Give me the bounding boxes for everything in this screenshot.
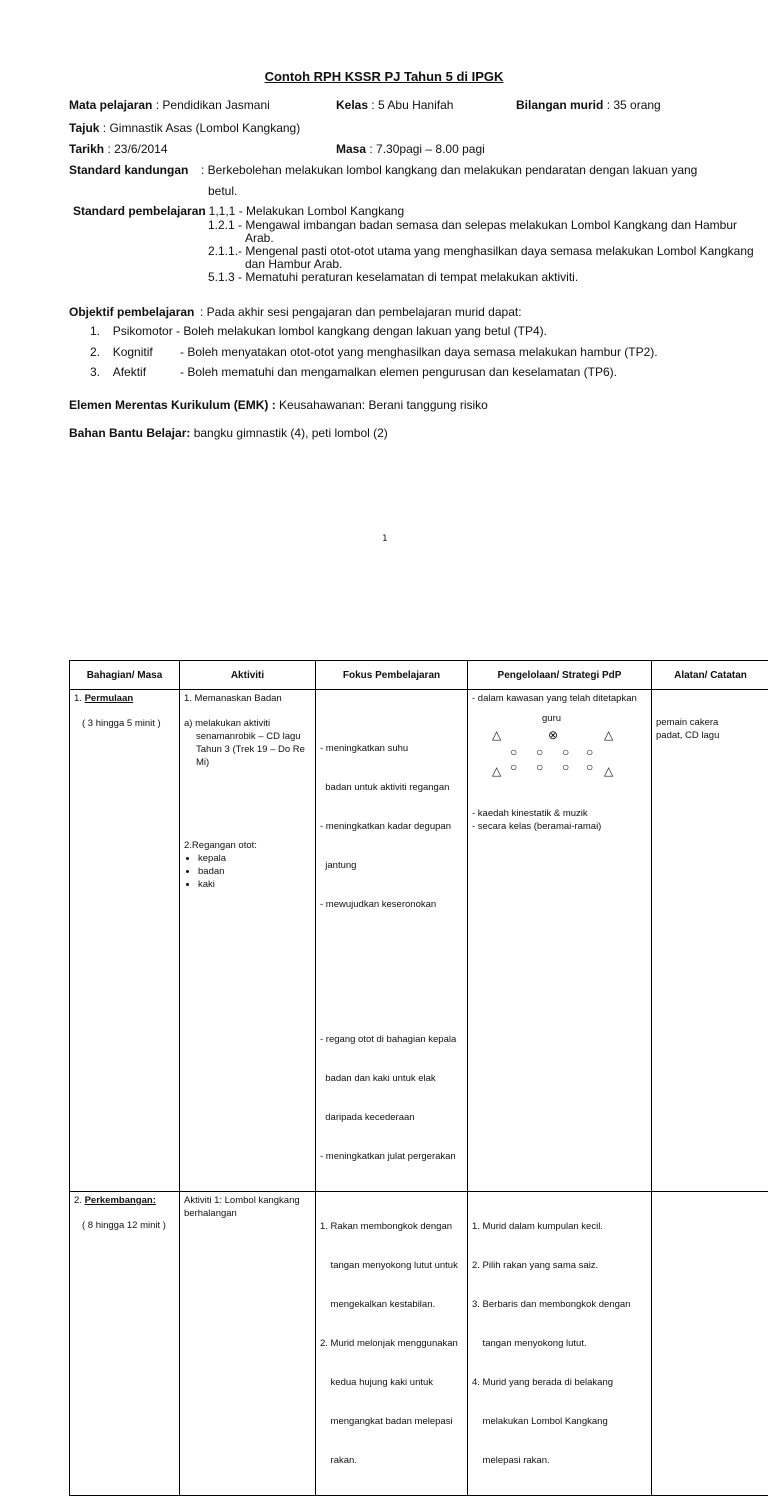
- fokus-line: badan dan kaki untuk elak: [320, 1072, 463, 1085]
- cell-pengelolaan: [468, 690, 652, 1192]
- table-header-row: [70, 661, 768, 690]
- standard-pembelajaran-label: Standard pembelajaran: [73, 204, 206, 218]
- fokus-line: mengangkat badan melepasi: [320, 1415, 463, 1428]
- header-bahagian: Bahagian/ Masa: [70, 661, 180, 690]
- aktiviti-title: 1. Memanaskan Badan: [184, 692, 311, 705]
- guru-label: guru: [542, 713, 561, 725]
- fokus-line: mengekalkan kestabilan.: [320, 1298, 463, 1311]
- objektif-item: [90, 345, 658, 359]
- objektif-text: Boleh melakukan lombol kangkang dengan lakuan yang betul (TP4).: [183, 324, 547, 338]
- bahagian-time: ( 8 hingga 12 minit ): [74, 1219, 175, 1232]
- fokus-line: rakan.: [320, 1454, 463, 1467]
- bahagian-time: ( 3 hingga 5 minit ): [74, 717, 175, 730]
- pengelolaan-line: 4. Murid yang berada di belakang: [472, 1376, 647, 1389]
- masa-label: Masa: [336, 142, 366, 156]
- pengelolaan-line: 3. Berbaris dan membongkok dengan: [472, 1298, 647, 1311]
- aktiviti-line: Mi): [184, 756, 311, 769]
- kelas-value: : 5 Abu Hanifah: [371, 98, 453, 112]
- student-circle-icon: ○: [562, 746, 569, 758]
- bilangan-murid-value: : 35 orang: [607, 98, 661, 112]
- header-alatan: Alatan/ Catatan: [652, 661, 768, 690]
- aktiviti-line: a) melakukan aktiviti: [184, 717, 311, 730]
- objektif-num: 1.: [90, 324, 100, 338]
- table-row: [70, 690, 768, 1192]
- objektif-item: [90, 324, 547, 338]
- pengelolaan-line: 1. Murid dalam kumpulan kecil.: [472, 1220, 647, 1233]
- tarikh-value: : 23/6/2014: [107, 142, 167, 156]
- fokus-line: - meningkatkan kadar degupan: [320, 820, 463, 833]
- fokus-line: - meningkatkan julat pergerakan: [320, 1150, 463, 1163]
- tarikh-label: Tarikh: [69, 142, 104, 156]
- mata-pelajaran-value: : Pendidikan Jasmani: [156, 98, 270, 112]
- fokus-line: - mewujudkan keseronokan: [320, 898, 463, 911]
- fokus-line: - regang otot di bahagian kepala: [320, 1033, 463, 1046]
- formation-diagram: [472, 709, 647, 783]
- pengelolaan-kaedah: - kaedah kinestatik & muzik: [472, 807, 647, 820]
- bahagian-name: Perkembangan:: [85, 1195, 156, 1206]
- sp-line-6: 5.1.3 - Mematuhi peraturan keselamatan di tempat melakukan aktiviti.: [208, 270, 578, 284]
- fokus-b: [320, 1007, 463, 1189]
- objektif-item: [90, 365, 617, 379]
- fokus-line: - meningkatkan suhu: [320, 742, 463, 755]
- standard-kandungan-line1: : Berkebolehan melakukan lombol kangkang dan melakukan pendaratan dengan lakuan yang: [201, 163, 697, 177]
- list-item: • kaki: [198, 878, 311, 891]
- header-fokus: Fokus Pembelajaran: [316, 661, 468, 690]
- triangle-icon: △: [604, 765, 613, 777]
- pengelolaan-line: tangan menyokong lutut.: [472, 1337, 647, 1350]
- cell-aktiviti: [180, 1192, 316, 1496]
- objektif-label: Objektif pembelajaran: [69, 305, 194, 319]
- student-circle-icon: ○: [536, 746, 543, 758]
- cell-alatan: [652, 1192, 768, 1496]
- bilangan-murid-label: Bilangan murid: [516, 98, 603, 112]
- objektif-num: 2.: [90, 345, 100, 359]
- masa-row: [336, 142, 485, 156]
- tajuk-label: Tajuk: [69, 121, 99, 135]
- sp-line-2: 1.2.1 - Mengawal imbangan badan semasa dan selepas melakukan Lombol Kangkang dan Hambur: [208, 218, 737, 232]
- fokus-line: 2. Murid melonjak menggunakan: [320, 1337, 463, 1350]
- masa-value: : 7.30pagi – 8.00 pagi: [369, 142, 484, 156]
- tajuk-row: [69, 121, 300, 135]
- emk-value: Keusahawanan: Berani tanggung risiko: [279, 398, 488, 412]
- header-pengelolaan: Pengelolaan/ Strategi PdP: [468, 661, 652, 690]
- sp-line-5: dan Hambur Arab.: [245, 257, 342, 271]
- regangan-list: [184, 852, 311, 891]
- tajuk-value: : Gimnastik Asas (Lombol Kangkang): [103, 121, 300, 135]
- aktiviti-line: Tahun 3 (Trek 19 – Do Re: [184, 743, 311, 756]
- bbb-value: bangku gimnastik (4), peti lombol (2): [194, 426, 388, 440]
- fokus-a: [320, 716, 463, 937]
- aktiviti-line: Aktiviti 1: Lombol kangkang: [184, 1194, 311, 1207]
- list-item: • badan: [198, 865, 311, 878]
- objektif-domain: Afektif: [113, 365, 177, 379]
- fokus-line: tangan menyokong lutut untuk: [320, 1259, 463, 1272]
- sp-line-4: 2.1.1.- Mengenal pasti otot-otot utama yang menghasilkan daya semasa melakukan Lombol Kangkang: [208, 244, 754, 258]
- sp-line-1: : 1,1,1 - Melakukan Lombol Kangkang: [202, 204, 404, 218]
- cell-aktiviti: [180, 690, 316, 1192]
- pengelolaan-line: 2. Pilih rakan yang sama saiz.: [472, 1259, 647, 1272]
- pengelolaan-top: - dalam kawasan yang telah ditetapkan: [472, 692, 647, 705]
- student-circle-icon: ○: [536, 761, 543, 773]
- standard-kandungan-label: Standard kandungan: [69, 163, 188, 177]
- emk-label: Elemen Merentas Kurikulum (EMK) :: [69, 398, 276, 412]
- student-circle-icon: ○: [586, 746, 593, 758]
- regangan-title: 2.Regangan otot:: [184, 839, 311, 852]
- student-circle-icon: ○: [562, 761, 569, 773]
- aktiviti-line: berhalangan: [184, 1207, 311, 1220]
- objektif-text: - Boleh menyatakan otot-otot yang menghasilkan daya semasa melakukan hambur (TP2).: [180, 345, 658, 359]
- triangle-icon: △: [604, 729, 613, 741]
- cell-pengelolaan: [468, 1192, 652, 1496]
- standard-kandungan-line2: betul.: [208, 184, 237, 198]
- objektif-num: 3.: [90, 365, 100, 379]
- alatan-line: pemain cakera: [656, 716, 765, 729]
- objektif-domain: Psikomotor -: [113, 324, 180, 338]
- emk-row: [69, 398, 488, 412]
- bahagian-num: 1.: [74, 693, 82, 704]
- sp-line-3: Arab.: [245, 231, 274, 245]
- alatan-line: padat, CD lagu: [656, 729, 765, 742]
- lesson-plan-table: [69, 660, 768, 1496]
- cell-alatan: [652, 690, 768, 1192]
- student-circle-icon: ○: [510, 746, 517, 758]
- pengelolaan-kelas: - secara kelas (beramai-ramai): [472, 820, 647, 833]
- bbb-label: Bahan Bantu Belajar:: [69, 426, 190, 440]
- bbb-row: [69, 426, 388, 440]
- kelas-row: [336, 98, 453, 112]
- pengelolaan-line: melakukan Lombol Kangkang: [472, 1415, 647, 1428]
- aktiviti-line: senamanrobik – CD lagu: [184, 730, 311, 743]
- mata-pelajaran-label: Mata pelajaran: [69, 98, 152, 112]
- fokus-line: kedua hujung kaki untuk: [320, 1376, 463, 1389]
- objektif-text: - Boleh mematuhi dan mengamalkan elemen pengurusan dan keselamatan (TP6).: [180, 365, 617, 379]
- pengelolaan-line: melepasi rakan.: [472, 1454, 647, 1467]
- cell-bahagian: [70, 1192, 180, 1496]
- fokus-line: daripada kecederaan: [320, 1111, 463, 1124]
- objektif-intro: : Pada akhir sesi pengajaran dan pembelajaran murid dapat:: [200, 305, 522, 319]
- bilangan-murid-row: [516, 98, 661, 112]
- triangle-icon: △: [492, 765, 501, 777]
- mata-pelajaran-row: [69, 98, 270, 112]
- objektif-domain: Kognitif: [113, 345, 177, 359]
- cell-fokus: [316, 690, 468, 1192]
- header-aktiviti: Aktiviti: [180, 661, 316, 690]
- table-row: [70, 1192, 768, 1496]
- page-title: Contoh RPH KSSR PJ Tahun 5 di IPGK: [0, 69, 768, 84]
- cell-bahagian: [70, 690, 180, 1192]
- bahagian-name: Permulaan: [85, 693, 134, 704]
- teacher-icon: ⊗: [548, 729, 558, 741]
- kelas-label: Kelas: [336, 98, 368, 112]
- list-item: • kepala: [198, 852, 311, 865]
- triangle-icon: △: [492, 729, 501, 741]
- student-circle-icon: ○: [510, 761, 517, 773]
- fokus-line: badan untuk aktiviti regangan: [320, 781, 463, 794]
- cell-fokus: [316, 1192, 468, 1496]
- fokus-line: 1. Rakan membongkok dengan: [320, 1220, 463, 1233]
- tarikh-row: [69, 142, 168, 156]
- fokus-line: jantung: [320, 859, 463, 872]
- student-circle-icon: ○: [586, 761, 593, 773]
- page-number: 1: [382, 534, 387, 544]
- bahagian-num: 2.: [74, 1195, 82, 1206]
